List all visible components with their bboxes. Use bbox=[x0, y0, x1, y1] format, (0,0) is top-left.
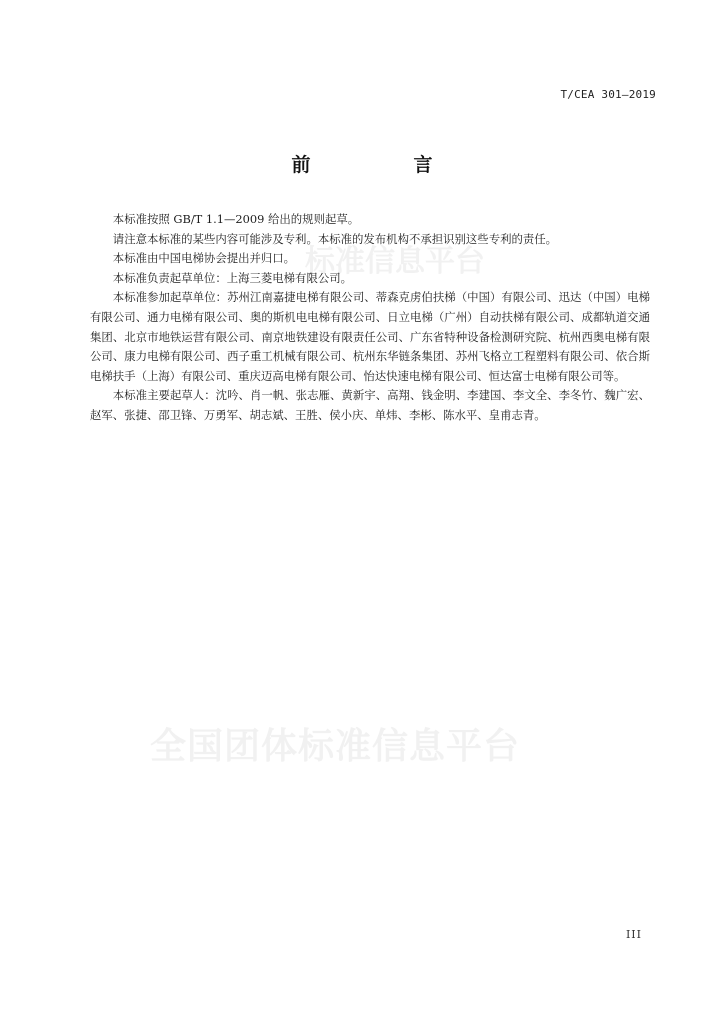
paragraph-patent-notice: 请注意本标准的某些内容可能涉及专利。本标准的发布机构不承担识别这些专利的责任。 bbox=[112, 231, 558, 246]
paragraph-participating-units: 本标准参加起草单位：苏州江南嘉捷电梯有限公司、蒂森克虏伯扶梯（中国）有限公司、迅达（中国）电梯有限公司、通力电梯有限公司、奥的斯机电电梯有限公司、日立电梯（广州）自动扶梯有限公司、成都轨道交通集团、北京市地铁运营有限公司、南京地铁建设有限责任公司、广东省特种设备检测研究院、杭州西奥电梯有限公司、康力电梯有限公司、西子重工机械有限公司、杭州东华链条集团、苏州飞格立工程塑料有限公司、依合斯电梯扶手（上海）有限公司、重庆迈高电梯有限公司、怡达快速电梯有限公司、恒达富士电梯有限公司等。 bbox=[90, 290, 650, 383]
page-title: 前 言 bbox=[291, 154, 475, 176]
paragraph-lead-drafter: 本标准负责起草单位：上海三菱电梯有限公司。 bbox=[112, 270, 353, 285]
paragraph-proposer: 本标准由中国电梯协会提出并归口。 bbox=[112, 251, 296, 266]
paragraph-main-drafters: 本标准主要起草人：沈吟、肖一帆、张志雁、黄新宇、高翔、钱金明、李建国、李文全、李冬竹、魏广宏、赵军、张捷、邵卫锋、万勇军、胡志斌、王胜、侯小庆、单炜、李彬、陈水平、皇甫志青。 bbox=[90, 388, 650, 422]
watermark-top: 标准信息平台 bbox=[305, 244, 485, 279]
standard-code: T/CEA 301—2019 bbox=[560, 88, 656, 101]
foreword-body bbox=[90, 210, 650, 426]
page-number: III bbox=[625, 928, 642, 941]
watermark-middle: 全国团体标准信息平台 bbox=[150, 726, 521, 767]
paragraph-drafting-rules: 本标准按照 GB/T 1.1—2009 给出的规则起草。 bbox=[112, 212, 360, 226]
